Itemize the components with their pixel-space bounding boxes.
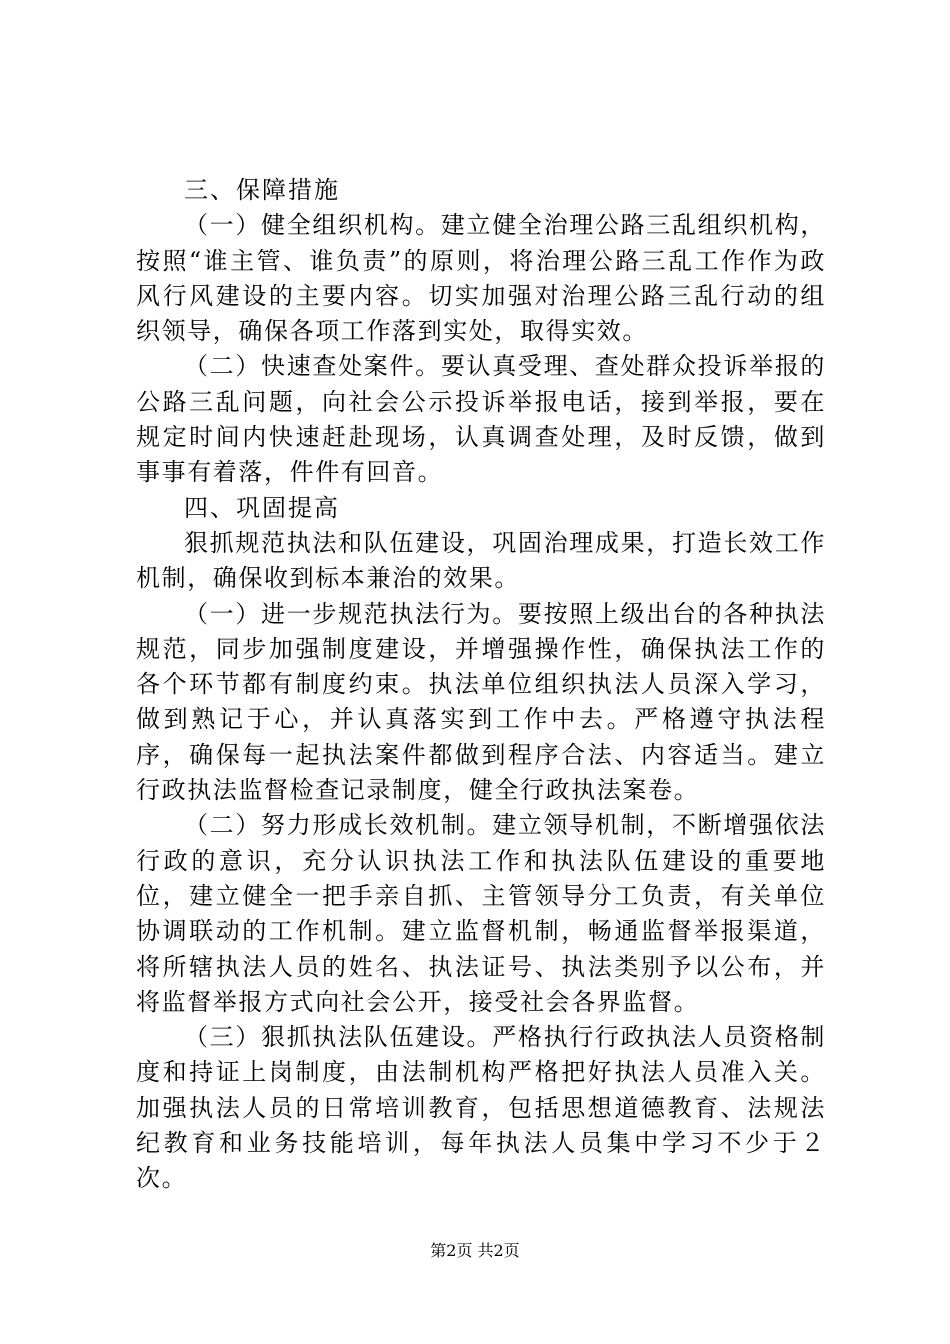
document-body <box>136 173 826 1197</box>
section-heading-consolidation: 四、巩固提高 <box>184 493 340 522</box>
paragraph-case-handling: （二）快速查处案件。要认真受理、查处群众投诉举报的公路三乱问题，向社会公示投诉举报电话，接到举报，要在规定时间内快速赶赴现场，认真调查处理，及时反馈，做到事事有着落，件件有回音。 <box>136 352 826 487</box>
paragraph-organization: （一）健全组织机构。建立健全治理公路三乱组织机构，按照“谁主管、谁负责”的原则，将治理公路三乱工作作为政风行风建设的主要内容。切实加强对治理公路三乱行动的组织领导，确保各项工作落到实处，取得实效。 <box>136 211 826 346</box>
paragraph-consolidation-intro: 狠抓规范执法和队伍建设，巩固治理成果，打造长效工作机制，确保收到标本兼治的效果。 <box>136 528 826 593</box>
paragraph-standardize-enforcement: （一）进一步规范执法行为。要按照上级出台的各种执法规范，同步加强制度建设，并增强操作性，确保执法工作的各个环节都有制度约束。执法单位组织执法人员深入学习，做到熟记于心，并认真落实到工作中去。严格遵守执法程序，确保每一起执法案件都做到程序合法、内容适当。建立行政执法监督检查记录制度，健全行政执法案卷。 <box>136 599 826 805</box>
paragraph-team-building: （三）狠抓执法队伍建设。严格执行行政执法人员资格制度和持证上岗制度，由法制机构严格把好执法人员准入关。加强执法人员的日常培训教育，包括思想道德教育、法规法纪教育和业务技能培训，每年执法人员集中学习不少于２次。 <box>136 1023 826 1193</box>
paragraph-long-term-mechanism: （二）努力形成长效机制。建立领导机制，不断增强依法行政的意识，充分认识执法工作和执法队伍建设的重要地位，建立健全一把手亲自抓、主管领导分工负责，有关单位协调联动的工作机制。建立监督机制，畅通监督举报渠道，将所辖执法人员的姓名、执法证号、执法类别予以公布，并将监督举报方式向社会公开，接受社会各界监督。 <box>136 811 826 1016</box>
page-number-footer: 第2页 共2页 <box>430 1241 520 1260</box>
section-heading-safeguards: 三、保障措施 <box>184 176 340 204</box>
